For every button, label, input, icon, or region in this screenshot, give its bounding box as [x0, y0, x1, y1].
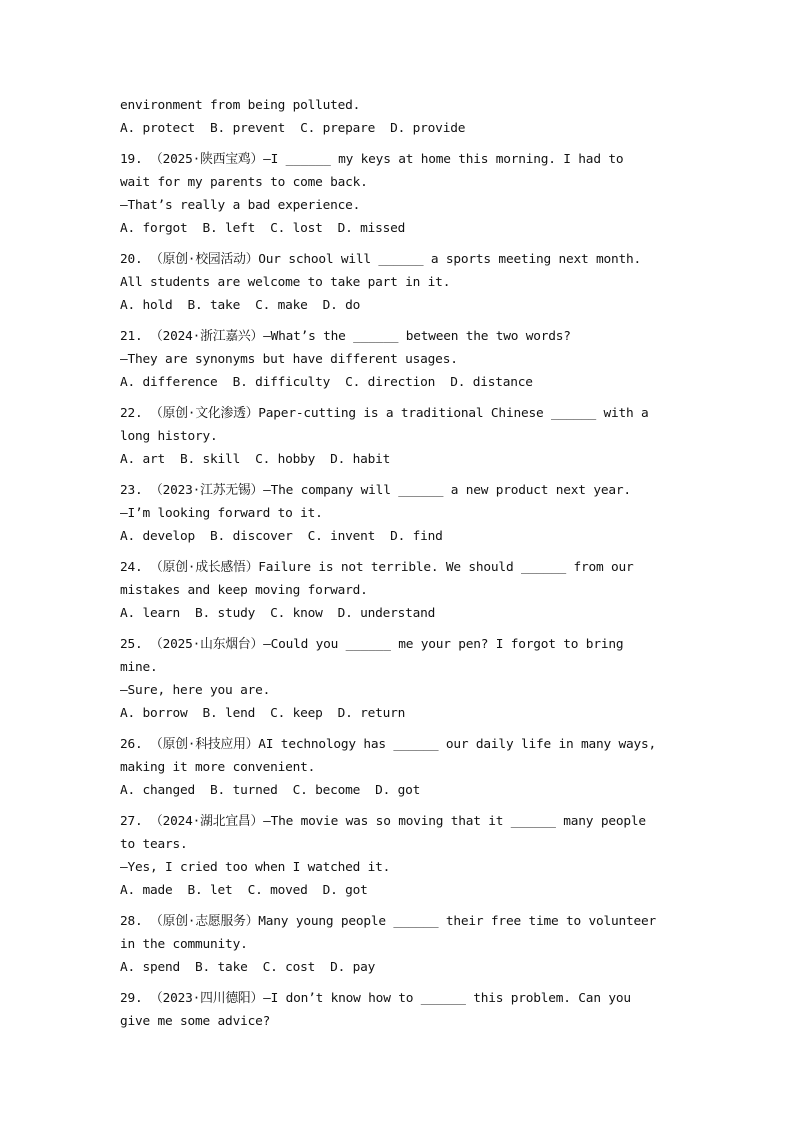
question-text-line: —They are synonyms but have different usages.: [120, 352, 458, 367]
answer-options: A. borrow B. lend C. keep D. return: [120, 706, 406, 721]
question-text-line: 20. （原创·校园活动）Our school will ______ a sports meeting next month.: [120, 252, 642, 267]
question-text-line: 23. （2023·江苏无锡）—The company will ______ a new product next year.: [120, 483, 631, 498]
question-29: [120, 987, 690, 1033]
question-text-line: to tears.: [120, 837, 188, 852]
question-text-line: long history.: [120, 429, 218, 444]
answer-options: A. forgot B. left C. lost D. missed: [120, 221, 406, 236]
answer-options: A. made B. let C. moved D. got: [120, 883, 368, 898]
question-20: [120, 248, 690, 317]
question-text-line: 25. （2025·山东烟台）—Could you ______ me your pen? I forgot to bring: [120, 637, 624, 652]
question-27: [120, 810, 690, 902]
question-18-continuation: [120, 94, 690, 140]
answer-options: A. changed B. turned C. become D. got: [120, 783, 421, 798]
question-23: [120, 479, 690, 548]
question-text-line: give me some advice?: [120, 1014, 271, 1029]
answer-options: A. art B. skill C. hobby D. habit: [120, 452, 391, 467]
question-text-line: mine.: [120, 660, 158, 675]
answer-options: A. develop B. discover C. invent D. find: [120, 529, 443, 544]
question-text-line: —I’m looking forward to it.: [120, 506, 323, 521]
question-24: [120, 556, 690, 625]
answer-options: A. protect B. prevent C. prepare D. provide: [120, 121, 466, 136]
question-text-line: —That’s really a bad experience.: [120, 198, 361, 213]
question-26: [120, 733, 690, 802]
answer-options: A. learn B. study C. know D. understand: [120, 606, 436, 621]
question-text-line: All students are welcome to take part in it.: [120, 275, 451, 290]
question-28: [120, 910, 690, 979]
question-text-line: 26. （原创·科技应用）AI technology has ______ our daily life in many ways,: [120, 737, 657, 752]
question-25: [120, 633, 690, 725]
question-text-line: 29. （2023·四川德阳）—I don’t know how to ______ this problem. Can you: [120, 991, 631, 1006]
question-text-line: in the community.: [120, 937, 248, 952]
answer-options: A. spend B. take C. cost D. pay: [120, 960, 376, 975]
question-22: [120, 402, 690, 471]
question-text-line: making it more convenient.: [120, 760, 316, 775]
question-text-line: —Yes, I cried too when I watched it.: [120, 860, 391, 875]
question-text-line: 19. （2025·陕西宝鸡）—I ______ my keys at home this morning. I had to: [120, 152, 624, 167]
document-page: [120, 94, 690, 1033]
answer-options: A. difference B. difficulty C. direction D. distance: [120, 375, 533, 390]
question-text-line: wait for my parents to come back.: [120, 175, 368, 190]
question-text-line: —Sure, here you are.: [120, 683, 271, 698]
question-text-line: 24. （原创·成长感悟）Failure is not terrible. We should ______ from our: [120, 560, 634, 575]
question-text-line: 22. （原创·文化渗透）Paper-cutting is a traditional Chinese ______ with a: [120, 406, 649, 421]
question-text-line: mistakes and keep moving forward.: [120, 583, 368, 598]
question-text-line: 21. （2024·浙江嘉兴）—What’s the ______ between the two words?: [120, 329, 571, 344]
answer-options: A. hold B. take C. make D. do: [120, 298, 361, 313]
question-21: [120, 325, 690, 394]
question-text-line: 28. （原创·志愿服务）Many young people ______ their free time to volunteer: [120, 914, 657, 929]
question-text-line: 27. （2024·湖北宜昌）—The movie was so moving that it ______ many people: [120, 814, 646, 829]
question-19: [120, 148, 690, 240]
question-text-line: environment from being polluted.: [120, 98, 361, 113]
